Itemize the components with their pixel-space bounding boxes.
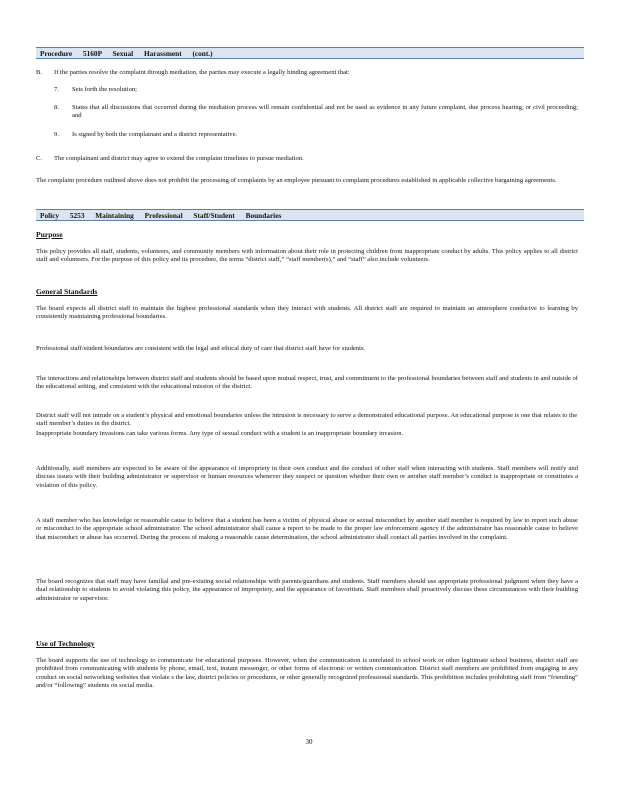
- item-8-text: States that all discussions that occurred during the mediation process will remain confidential and not be used as evidence in any future complaint, due process hearing, or civil proceeding; and: [72, 104, 578, 120]
- procedure-header-band: Procedure 5160P Sexual Harassment (cont.): [36, 47, 584, 59]
- section-c-text: The complainant and district may agree to extend the complaint timelines to pursue mediation.: [54, 155, 304, 162]
- section-b-marker: B.: [36, 69, 43, 76]
- purpose-paragraph: This policy provides all staff, students, volunteers, and community members with information about their role in protecting children from inappropriate conduct by adults. This policy applies to all district staff and volunteers. For the purpose of this policy and its procedure, the terms “district staff,” “staff member(s),” and “staff” also include volunteers.: [36, 248, 578, 264]
- page-number: 30: [305, 738, 313, 746]
- item-8-number: 8.: [54, 104, 59, 111]
- section-c-marker: C.: [36, 155, 43, 162]
- section-b-text: If the parties resolve the complaint through mediation, the parties may execute a legally binding agreement that:: [54, 69, 350, 76]
- general-paragraph-5: Inappropriate boundary invasions can take various forms. Any type of sexual conduct with a student is an inappropriate boundary invasion.: [36, 430, 404, 437]
- item-7-number: 7.: [54, 86, 59, 93]
- item-9-text: Is signed by both the complainant and a district representative.: [72, 131, 238, 138]
- general-paragraph-3: The interactions and relationships between district staff and students should be based upon mutual respect, trust, and commitment to the professional boundaries between staff and students in and outside of the educational setting, and consistent with the educational mission of the district.: [36, 375, 578, 391]
- general-paragraph-8: The board recognizes that staff may have familial and pre-existing social relationships with parents/guardians and students. Staff members should use appropriate professional judgment when they have a dual relationship to students to avoid violating this policy, the appearance of impropriety, and the appearance of favoritism. Staff members shall proactively discuss these circumstances with their building administrator or supervisor.: [36, 578, 578, 602]
- complaint-procedure-paragraph: The complaint procedure outlined above does not prohibit the processing of complaints by an employee pursuant to complaint procedures established in applicable collective bargaining agreements.: [36, 177, 557, 184]
- item-9-number: 9.: [54, 131, 59, 138]
- purpose-heading: Purpose: [36, 230, 63, 239]
- general-standards-heading: General Standards: [36, 287, 98, 296]
- general-paragraph-7: A staff member who has knowledge or reasonable cause to believe that a student has been a victim of physical abuse or sexual misconduct by another staff member is required by law to report such abuse or misconduct to the appropriate school administrator. The school administrator shall cause a report to be made to the proper law enforcement agency if the administrator has reasonable cause to believe that misconduct or abuse has occurred. During the process of making a reasonable cause determination, the school administrator shall contact all parties involved in the complaint.: [36, 517, 578, 541]
- item-7-text: Sets forth the resolution;: [72, 86, 138, 93]
- technology-paragraph: The board supports the use of technology to communicate for educational purposes. However, when the communication is unrelated to school work or other legitimate school business, district staff are prohibited from communicating with students by phone, email, text, instant messenger, or other forms of electronic or written communication. District staff members are prohibited from engaging in any conduct on social networking websites that violate s the law, district policies or procedures, or other generally recognized professional standards. This prohibition includes prohibiting staff from “friending” and/or “following” students on social media.: [36, 657, 578, 690]
- use-of-technology-heading: Use of Technology: [36, 639, 95, 648]
- policy-header-band: Policy 5253 Maintaining Professional Staff/Student Boundaries: [36, 209, 584, 221]
- general-paragraph-1: The board expects all district staff to maintain the highest professional standards when they interact with students. All district staff are required to maintain an atmosphere conducive to learning by consistently maintaining professional boundaries.: [36, 305, 578, 321]
- general-paragraph-2: Professional staff/student boundaries are consistent with the legal and ethical duty of care that district staff have for students.: [36, 345, 366, 352]
- general-paragraph-6: Additionally, staff members are expected to be aware of the appearance of impropriety in their own conduct and the conduct of other staff when interacting with students. Staff members will notify and discuss issues with their building administrator or supervisor or human resources whenever they suspect or question whether their own or another staff member’s conduct is inappropriate or constitutes a violation of this policy.: [36, 465, 578, 489]
- general-paragraph-4: District staff will not intrude on a student’s physical and emotional boundaries unless the intrusion is necessary to serve a demonstrated educational purpose. An educational purpose is one that relates to the staff member’s duties in the district.: [36, 412, 578, 428]
